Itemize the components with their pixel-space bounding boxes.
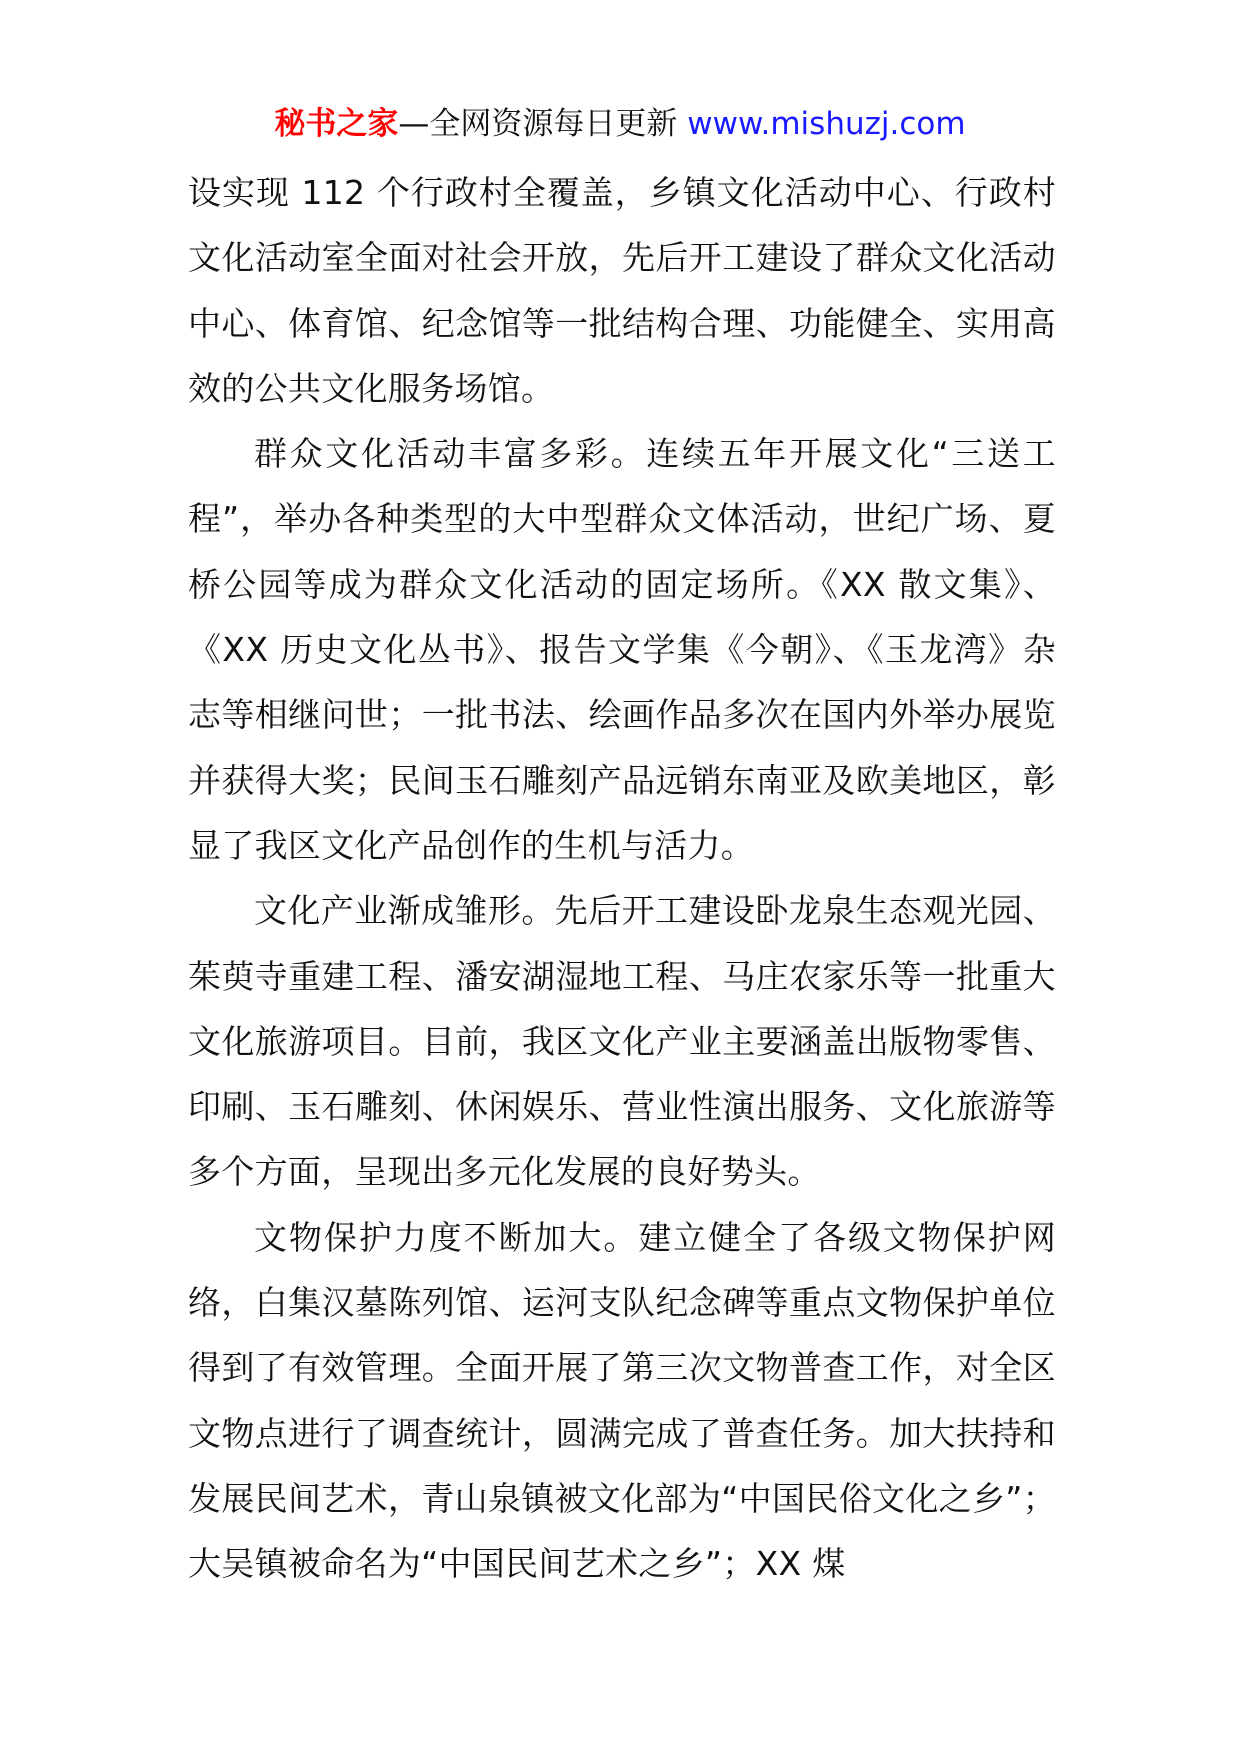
website-link[interactable]: www.mishuzj.com [687,106,966,142]
brand-name: 秘书之家 [274,106,399,142]
paragraph-cultural-industry: 文化产业渐成雏形。先后开工建设卧龙泉生态观光园、茱萸寺重建工程、潘安湖湿地工程、马庄农家乐等一批重大文化旅游项目。目前，我区文化产业主要涵盖出版物零售、印刷、玉石雕刻、休闲娱乐、营业性演出服务、文化旅游等多个方面，呈现出多元化发展的良好势头。 [188,891,1056,1192]
page-header [0,104,1240,144]
header-tagline: —全网资源每日更新 [398,106,678,142]
paragraph-heritage-protection: 文物保护力度不断加大。建立健全了各级文物保护网络，白集汉墓陈列馆、运河支队纪念碑等重点文物保护单位得到了有效管理。全面开展了第三次文物普查工作，对全区文物点进行了调查统计，圆满完成了普查任务。加大扶持和发展民间艺术，青山泉镇被文化部为“中国民俗文化之乡”；大吴镇被命名为“中国民间艺术之乡”；XX 煤 [188,1217,1056,1584]
paragraph-continued: 设实现 112 个行政村全覆盖，乡镇文化活动中心、行政村文化活动室全面对社会开放，先后开工建设了群众文化活动中心、体育馆、纪念馆等一批结构合理、功能健全、实用高效的公共文化服务场馆。 [188,173,1056,408]
paragraph-cultural-activities: 群众文化活动丰富多彩。连续五年开展文化“三送工程”，举办各种类型的大中型群众文体活动，世纪广场、夏桥公园等成为群众文化活动的固定场所。《XX 散文集》、《XX 历史文化丛书》、报告文学集《今朝》、《玉龙湾》杂志等相继问世；一批书法、绘画作品多次在国内外举办展览并获得大奖；民间玉石雕刻产品远销东南亚及欧美地区，彰显了我区文化产品创作的生机与活力。 [188,434,1056,865]
document-body [188,160,1056,1597]
